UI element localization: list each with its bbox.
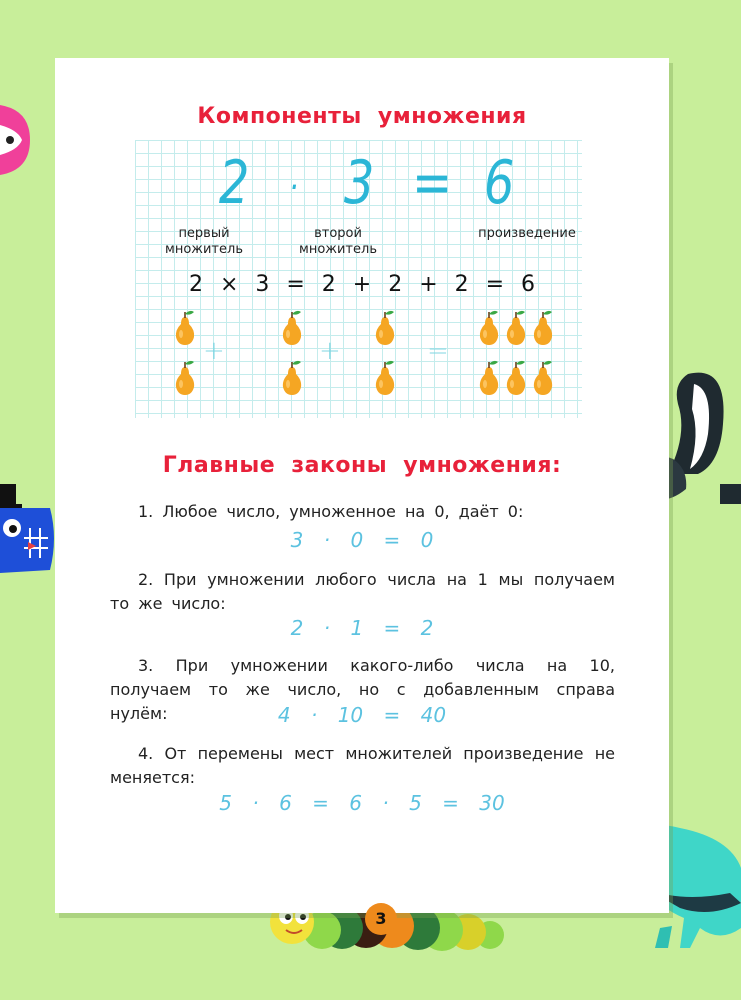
expanded-equation: 2 × 3 = 2 + 2 + 2 = 6	[188, 272, 536, 297]
blue-bird-illustration	[0, 478, 58, 578]
pear-icon	[373, 308, 397, 346]
page-title: Компоненты умножения	[197, 104, 527, 129]
law-3-text: 3. При умножении какого-либо числа на 10, получаем то же число, но с добавленным справа нулём:	[110, 656, 615, 723]
pear-icon	[531, 308, 555, 346]
workbook-page	[55, 58, 669, 913]
pear-icon	[477, 308, 501, 346]
pear-icon	[280, 358, 304, 396]
first-factor-digit: 2	[218, 148, 250, 218]
second-factor-label-line1: второй	[314, 226, 362, 241]
law-3-example: 4 · 10 = 40	[277, 703, 447, 727]
law-1-example: 3 · 0 = 0	[290, 528, 434, 552]
law-4-text: 4. От перемены мест множителей произведение не меняется:	[110, 744, 615, 787]
pink-creature-illustration	[0, 100, 34, 180]
equals-sign: =	[412, 148, 453, 218]
pear-plus-sign-2: +	[319, 336, 341, 366]
page-number-badge: 3	[365, 903, 397, 935]
law-4-example: 5 · 6 = 6 · 5 = 30	[219, 791, 505, 815]
pear-equals-sign: =	[427, 336, 449, 366]
first-factor-label-line1: первый	[178, 226, 230, 241]
pear-icon	[477, 358, 501, 396]
pear-plus-sign-1: +	[203, 336, 225, 366]
pear-icon	[504, 358, 528, 396]
second-factor-label-line2: множитель	[299, 242, 377, 257]
product-digit: 6	[483, 148, 515, 218]
first-factor-label-line2: множитель	[165, 242, 243, 257]
second-factor-digit: 3	[343, 148, 375, 218]
pear-icon	[280, 308, 304, 346]
pear-icon	[173, 308, 197, 346]
pear-icon	[173, 358, 197, 396]
multiply-dot: ·	[289, 167, 299, 208]
second-factor-label	[293, 226, 383, 258]
law-2-text: 2. При умножении любого числа на 1 мы получаем то же число:	[110, 570, 615, 613]
law-1-text: 1. Любое число, умноженное на 0, даёт 0:	[138, 502, 524, 521]
laws-title: Главные законы умножения:	[162, 453, 562, 478]
pear-icon	[531, 358, 555, 396]
pear-icon	[373, 358, 397, 396]
first-factor-label	[159, 226, 249, 258]
product-label: произведение	[478, 226, 576, 241]
pear-icon	[504, 308, 528, 346]
law-2-example: 2 · 1 = 2	[290, 616, 434, 640]
